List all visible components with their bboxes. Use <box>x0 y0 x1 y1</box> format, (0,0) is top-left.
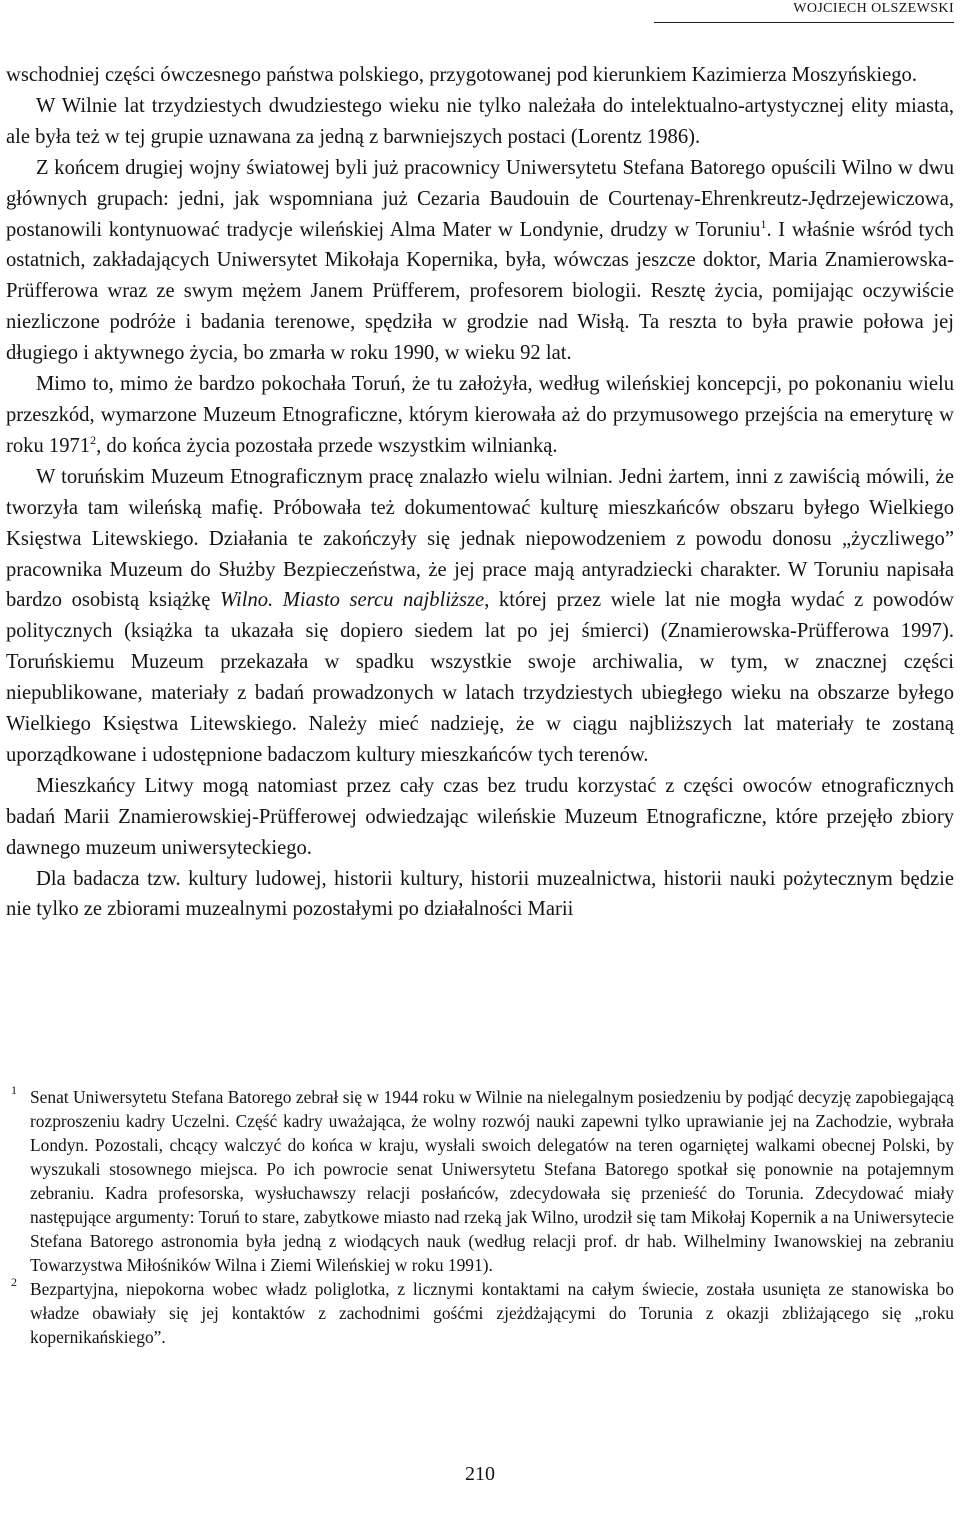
paragraph-3 <box>6 153 954 369</box>
paragraph-4 <box>6 369 954 462</box>
footnote-ref-1[interactable]: 1 <box>760 216 767 231</box>
book-title: Wilno. Miasto sercu najbliższe <box>220 589 485 612</box>
paragraph-4-text-a: Mimo to, mimo że bardzo pokochała Toruń, że tu założyła, według wileńskiej koncepcji, po pokonaniu wielu przeszkód, wymarzone Muzeum Etnograficzne, którym kierowała aż do przymusowego przejścia na emeryturę w roku 1971 <box>6 373 954 457</box>
paragraph-3-text-b: . I właśnie wśród tych ostatnich, zakładających Uniwersytet Mikołaja Kopernika, była, wówczas jeszcze doktor, Maria Znamierowska-Prüfferowa wraz ze swym mężem Janem Prüfferem, profesorem biologii. Resztę życia, pomijając oczywiście niezliczone podróże i badania terenowe, spędziła w grodzie nad Wisłą. Ta reszta to była prawie połowa jej długiego i aktywnego życia, bo zmarła w roku 1990, w wieku 92 lat. <box>6 218 954 365</box>
footnote-2-mark: 2 <box>11 1275 17 1289</box>
footnotes <box>6 1085 954 1349</box>
paragraph-6: Mieszkańcy Litwy mogą natomiast przez cały czas bez trudu korzystać z części owoców etnograficznych badań Marii Znamierowskiej-Prüfferowej odwiedzając wileńskie Muzeum Etnograficzne, które przejęło zbiory dawnego muzeum uniwersyteckiego. <box>6 774 954 859</box>
footnote-1-text: Senat Uniwersytetu Stefana Batorego zebrał się w 1944 roku w Wilnie na nielegalnym posiedzeniu by podjąć decyzję zapobiegającą rozproszeniu kadry Uczelni. Część kadry uważająca, że wolny rozwój nauki zapewni tylko uprawianie jej na Zachodzie, wybrała Londyn. Pozostali, chcący walczyć do końca w kraju, wysłali swoich delegatów na teren ogarniętej walkami obecnej Polski, by wyszukali stosownego miejsca. Po ich powrocie senat Uniwersytetu Stefana Batorego spotkał się ponownie na potajemnym zebraniu. Kadra profesorska, wysłuchawszy relacji posłańców, zdecydowała się przenieść do Torunia. Zdecydować miały następujące argumenty: Toruń to stare, zabytkowe miasto nad rzeką jak Wilno, urodził się tam Mikołaj Kopernik a na Uniwersytecie Stefana Batorego astronomia była jedną z wiodących nauk (według relacji prof. dr hab. Wilhelminy Iwanowskiej na zebraniu Towarzystwa Miłośników Wilna i Ziemi Wileńskiej w roku 1991). <box>30 1087 954 1275</box>
main-text <box>6 60 954 925</box>
paragraph-5-text-b: , której przez wiele lat nie mogła wydać z powodów politycznych (książka ta ukazała się dopiero siedem lat po jej śmierci) (Znamierowska-Prüfferowa 1997). Toruńskiemu Muzeum przekazała w spadku wszystkie swoje archiwalia, w tym, w znacznej części niepublikowane, materiały z badań prowadzonych w latach trzydziestych ubiegłego wieku na obszarze byłego Wielkiego Księstwa Litewskiego. Należy mieć nadzieję, że w ciągu najbliższych lat materiały te zostaną uporządkowane i udostępnione badaczom kultury mieszkańców tych terenów. <box>6 589 955 766</box>
paragraph-5 <box>6 462 954 771</box>
footnote-2-text: Bezpartyjna, niepokorna wobec władz poliglotka, z licznymi kontaktami na całym świecie, została usunięta ze stanowiska bo władze obawiały się jej kontaktów z zachodnimi gośćmi zjeżdżającymi do Torunia z okazji zbliżającego się „roku kopernikańskiego”. <box>30 1279 954 1347</box>
running-head-author: WOJCIECH OLSZEWSKI <box>654 0 954 23</box>
page-number: 210 <box>465 1463 495 1485</box>
paragraph-4-text-b: , do końca życia pozostała przede wszystkim wilnianką. <box>96 434 558 457</box>
footnote-1 <box>11 1083 954 1277</box>
paragraph-3-text-a: Z końcem drugiej wojny światowej byli już pracownicy Uniwersytetu Stefana Batorego opuścili Wilno w dwu głównych grupach: jedni, jak wspomniana już Cezaria Baudouin de Courtenay-Ehrenkreutz-Jędrzejewiczowa, postanowili kontynuować tradycje wileńskiej Alma Mater w Londynie, drudzy w Toruniu <box>6 156 954 241</box>
paragraph-1: wschodniej części ówczesnego państwa polskiego, przygotowanej pod kierunkiem Kazimierza Moszyńskiego. <box>6 64 918 86</box>
paragraph-5-text-a: W toruńskim Muzeum Etnograficznym pracę znalazło wielu wilnian. Jedni żartem, inni z zawiścią mówili, że tworzyła tam wileńską mafię. Próbowała też dokumentować kulturę mieszkańców obszaru byłego Wielkiego Księstwa Litewskiego. Działania te zakończyły się jednak niepowodzeniem z powodu donosu „życzliwego” pracownika Muzeum do Służby Bezpieczeństwa, że jej prace mają antyradziecki charakter. W Toruniu napisała bardzo osobistą książkę <box>6 465 954 612</box>
paragraph-7: Dla badacza tzw. kultury ludowej, historii kultury, historii muzealnictwa, historii nauki pożytecznym będzie nie tylko ze zbiorami muzealnymi pozostałymi po działalności Marii <box>6 867 954 921</box>
footnote-2 <box>11 1275 954 1349</box>
footnote-ref-2[interactable]: 2 <box>90 433 97 448</box>
paragraph-2: W Wilnie lat trzydziestych dwudziestego wieku nie tylko należała do intelektualno-artystycznej elity miasta, ale była też w tej grupie uznawana za jedną z barwniejszych postaci (Lorentz 1986). <box>6 94 954 148</box>
footnote-1-mark: 1 <box>11 1083 17 1097</box>
